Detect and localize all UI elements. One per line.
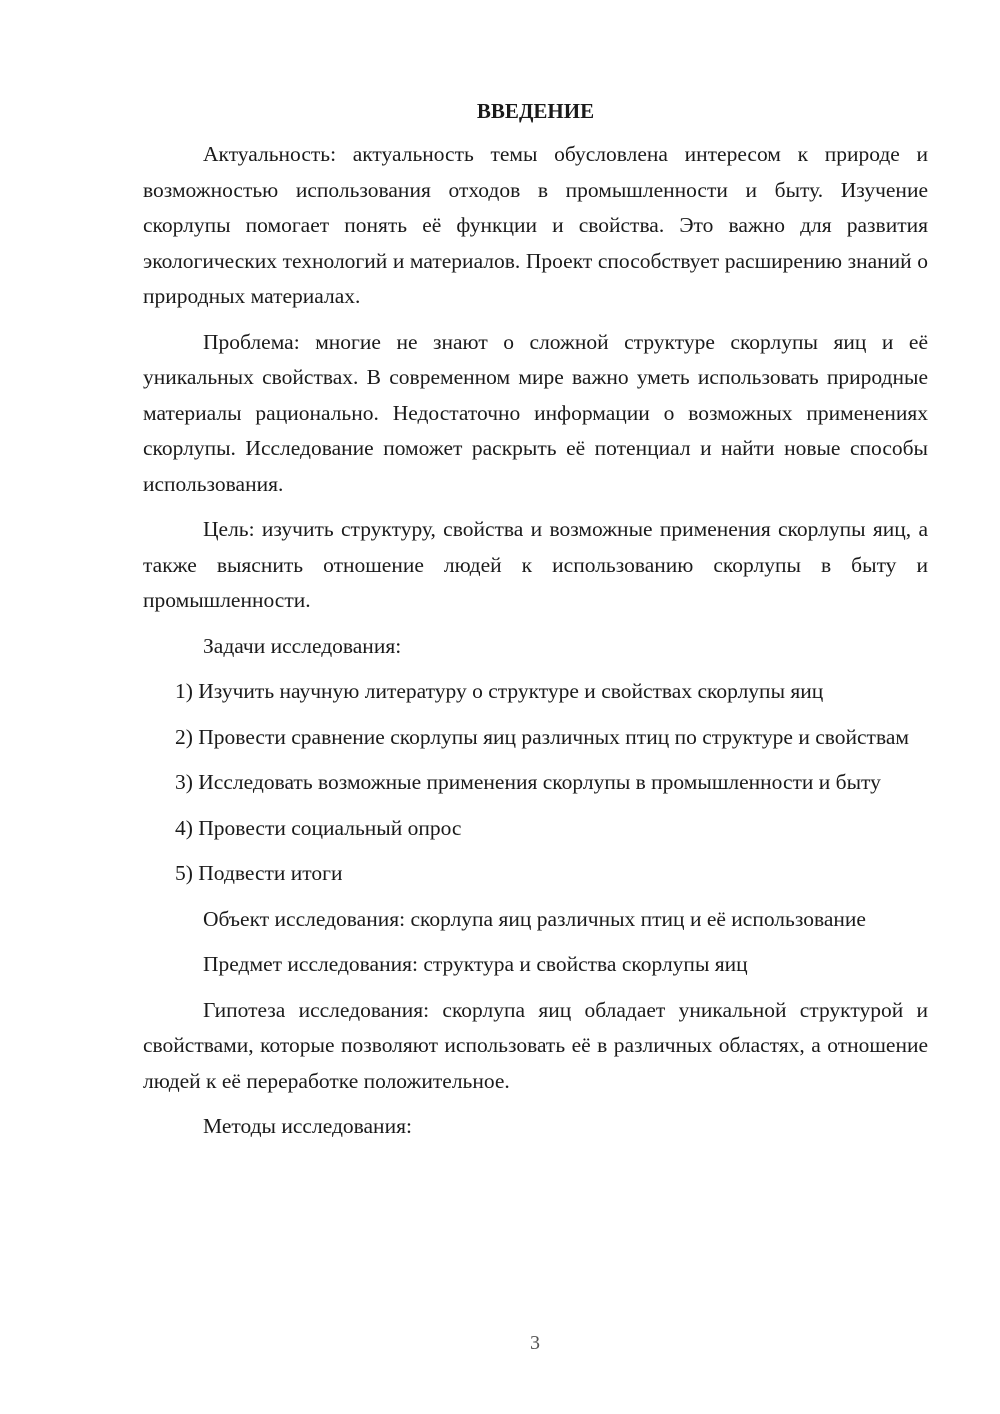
relevance-paragraph: Актуальность: актуальность темы обусловлена интересом к природе и возможностью использования отходов в промышленности и быту. Изучение скорлупы помогает понять её функции и свойства. Это важно для развития экологических технологий и материалов. Проект способствует расширению знаний о природных материалах. [143, 142, 928, 308]
object-paragraph: Объект исследования: скорлупа яиц различных птиц и её использование [203, 906, 866, 931]
methods-heading: Методы исследования: [203, 1114, 412, 1138]
tasks-heading: Задачи исследования: [203, 633, 402, 658]
task-item: 3) Исследовать возможные применения скорлупы в промышленности и быту [175, 770, 881, 794]
task-item: 5) Подвести итоги [175, 861, 343, 885]
task-item: 1) Изучить научную литературу о структуре и свойствах скорлупы яиц [175, 679, 824, 703]
page-number: 3 [530, 1332, 540, 1354]
problem-paragraph: Проблема: многие не знают о сложной структуре скорлупы яиц и её уникальных свойствах. В современном мире важно уметь использовать природные материалы рационально. Недостаточно информации о возможных применениях скорлупы. Исследование поможет раскрыть её потенциал и найти новые способы использования. [143, 329, 928, 496]
hypothesis-paragraph: Гипотеза исследования: скорлупа яиц обладает уникальной структурой и свойствами, которые позволяют использовать её в различных областях, а отношение людей к её переработке положительное. [143, 997, 928, 1093]
subject-paragraph: Предмет исследования: структура и свойства скорлупы яиц [203, 952, 748, 976]
goal-paragraph: Цель: изучить структуру, свойства и возможные применения скорлупы яиц, а также выяснить отношение людей к использованию скорлупы в быту и промышленности. [143, 517, 928, 612]
section-title: ВВЕДЕНИЕ [476, 99, 595, 123]
page-content [143, 95, 928, 1155]
task-item: 4) Провести социальный опрос [175, 815, 462, 840]
task-item: 2) Провести сравнение скорлупы яиц различных птиц по структуре и свойствам [175, 724, 909, 749]
